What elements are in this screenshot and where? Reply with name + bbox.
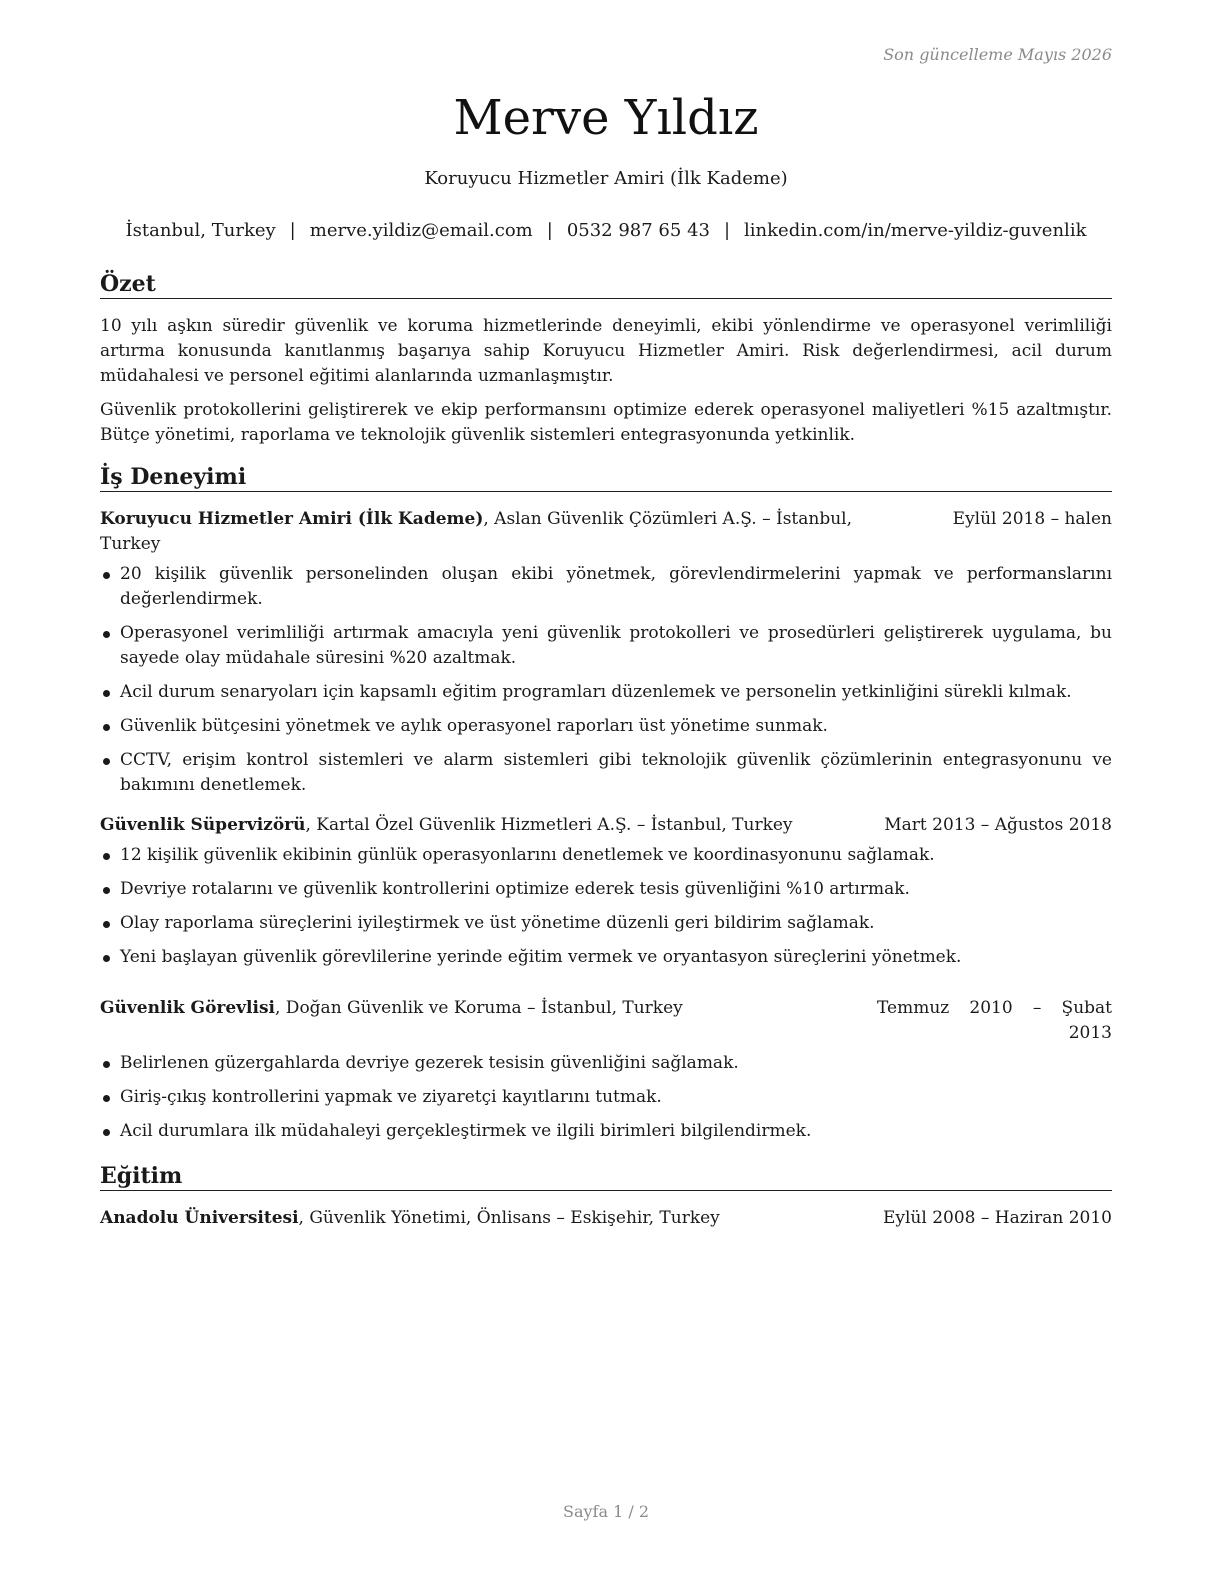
bullet-icon	[103, 887, 110, 894]
page-number: Sayfa 1 / 2	[562, 1502, 649, 1521]
education-detail: , Güvenlik Yönetimi, Önlisans – Eskişehir, Turkey	[298, 1208, 720, 1228]
education-heading: Eğitim	[100, 1162, 1112, 1191]
job-dates: Temmuz 2010 – Şubat 2013	[877, 998, 1112, 1043]
contact-linkedin[interactable]: linkedin.com/in/merve-yildiz-guvenlik	[744, 220, 1087, 241]
bullet-icon	[103, 724, 110, 731]
experience-heading: İş Deneyimi	[100, 463, 1112, 492]
job-company: , Kartal Özel Güvenlik Hizmetleri A.Ş. – İstanbul, Turkey	[305, 815, 793, 835]
bullet-icon	[103, 921, 110, 928]
summary-paragraph: Güvenlik protokollerini geliştirerek ve ekip performansını optimize ederek operasyonel maliyetleri %15 azaltmıştır. Bütçe yönetimi, raporlama ve teknolojik güvenlik sistemleri entegrasyonunda yetkinlik.	[100, 400, 1112, 445]
candidate-role: Koruyucu Hizmetler Amiri (İlk Kademe)	[424, 168, 788, 189]
job-title: Koruyucu Hizmetler Amiri (İlk Kademe)	[100, 509, 484, 529]
candidate-name: Merve Yıldız	[453, 90, 759, 146]
list-item: Acil durum senaryoları için kapsamlı eğitim programları düzenlemek ve personelin yetkinliğini sürekli kılmak.	[100, 680, 1112, 705]
bullet-icon	[103, 955, 110, 962]
job-bullets	[100, 562, 1112, 807]
bullet-icon	[103, 572, 110, 579]
bullet-icon	[103, 631, 110, 638]
job-company: , Doğan Güvenlik ve Koruma – İstanbul, Turkey	[275, 998, 683, 1018]
list-item: Yeni başlayan güvenlik görevlilerine yerinde eğitim vermek ve oryantasyon süreçlerini yönetmek.	[100, 945, 1112, 970]
list-item: Operasyonel verimliliği artırmak amacıyla yeni güvenlik protokolleri ve prosedürleri geliştirerek uygulama, bu sayede olay müdahale süresini %20 azaltmak.	[100, 621, 1112, 671]
job-company: , Aslan Güvenlik Çözümleri A.Ş. – İstanbul, Turkey	[100, 509, 853, 554]
contact-location: İstanbul, Turkey	[125, 220, 276, 241]
list-item: Güvenlik bütçesini yönetmek ve aylık operasyonel raporları üst yönetime sunmak.	[100, 714, 1112, 739]
bullet-icon	[103, 758, 110, 765]
contact-separator: |	[723, 220, 731, 241]
job-dates: Eylül 2018 – halen	[952, 509, 1112, 529]
list-item: 12 kişilik güvenlik ekibinin günlük operasyonlarını denetlemek ve koordinasyonunu sağlamak.	[100, 843, 1112, 868]
list-item: Belirlenen güzergahlarda devriye gezerek tesisin güvenliğini sağlamak.	[100, 1051, 1112, 1076]
bullet-icon	[103, 1061, 110, 1068]
list-item: Giriş-çıkış kontrollerini yapmak ve ziyaretçi kayıtlarını tutmak.	[100, 1085, 1112, 1110]
contact-separator: |	[289, 220, 296, 241]
job-title: Güvenlik Süpervizörü	[100, 815, 306, 835]
summary-paragraph: 10 yılı aşkın süredir güvenlik ve koruma hizmetlerinde deneyimli, ekibi yönlendirme ve operasyonel verimliliği artırma konusunda kanıtlanmış başarıya sahip Koruyucu Hizmetler Amiri. Risk değerlendirmesi, acil durum müdahalesi ve personel eğitimi alanlarında uzmanlaşmıştır.	[100, 316, 1112, 386]
list-item: Devriye rotalarını ve güvenlik kontrollerini optimize ederek tesis güvenliğini %10 artırmak.	[100, 877, 1112, 902]
job-header	[100, 996, 1112, 1046]
bullet-icon	[103, 690, 110, 697]
bullet-icon	[103, 853, 110, 860]
list-item: Acil durumlara ilk müdahaleyi gerçekleştirmek ve ilgili birimleri bilgilendirmek.	[100, 1119, 1112, 1144]
job-header	[100, 507, 1112, 557]
contact-line	[100, 219, 1112, 243]
job-title: Güvenlik Görevlisi	[100, 998, 275, 1018]
contact-phone: 0532 987 65 43	[566, 220, 710, 241]
bullet-icon	[103, 1095, 110, 1102]
list-item: 20 kişilik güvenlik personelinden oluşan ekibi yönetmek, görevlendirmelerini yapmak ve performanslarını değerlendirmek.	[100, 562, 1112, 612]
contact-email[interactable]: merve.yildiz@email.com	[309, 220, 533, 241]
bullet-icon	[103, 1129, 110, 1136]
job-header	[100, 813, 1112, 838]
resume-page	[100, 0, 1112, 1584]
job-bullets	[100, 843, 1112, 979]
summary-heading: Özet	[100, 270, 1112, 299]
list-item: CCTV, erişim kontrol sistemleri ve alarm sistemleri gibi teknolojik güvenlik çözümlerinin entegrasyonunu ve bakımını denetlemek.	[100, 748, 1112, 798]
job-dates: Mart 2013 – Ağustos 2018	[884, 815, 1112, 835]
education-dates: Eylül 2008 – Haziran 2010	[882, 1208, 1112, 1228]
school-name: Anadolu Üniversitesi	[100, 1208, 299, 1228]
education-entry	[100, 1206, 1112, 1231]
last-updated: Son güncelleme Mayıs 2026	[883, 45, 1112, 64]
contact-separator: |	[546, 220, 553, 241]
job-bullets	[100, 1051, 1112, 1153]
list-item: Olay raporlama süreçlerini iyileştirmek ve üst yönetime düzenli geri bildirim sağlamak.	[100, 911, 1112, 936]
